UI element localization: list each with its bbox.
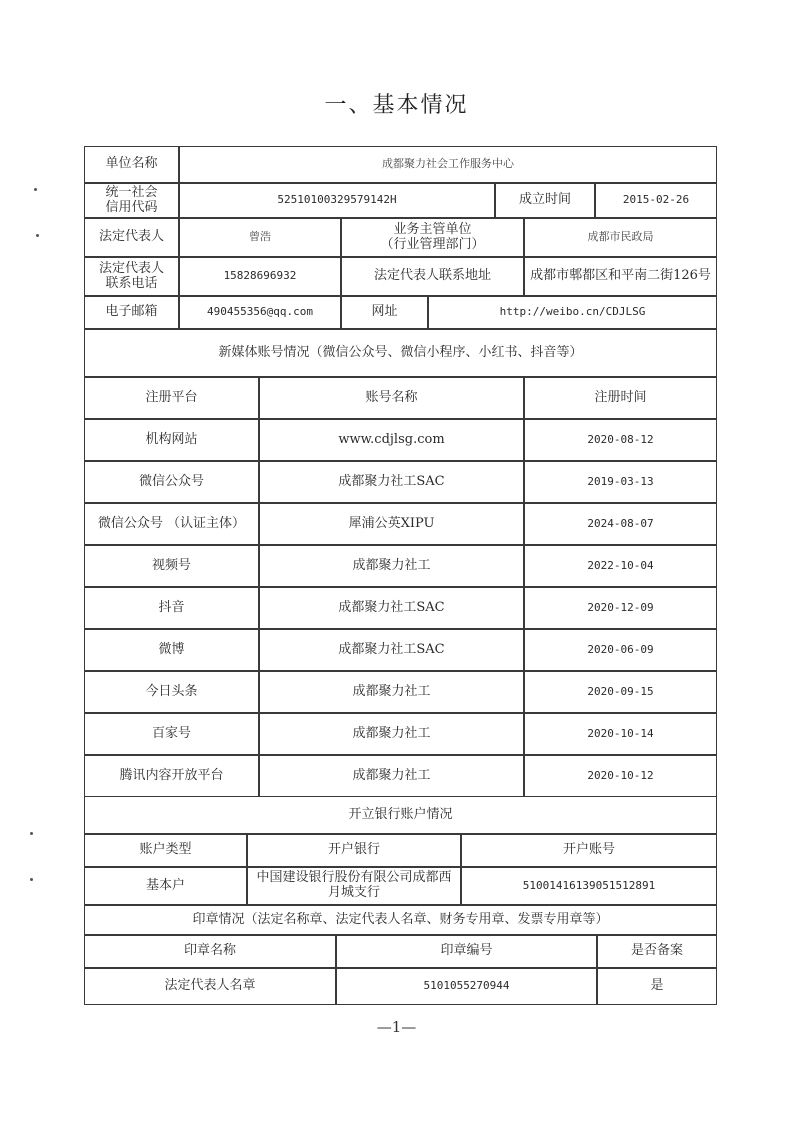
supervisor-label: 业务主管单位 （行业管理部门） (341, 218, 524, 257)
new-media-header-account: 账号名称 (259, 377, 524, 419)
new-media-platform: 抖音 (84, 587, 259, 629)
bank-name: 中国建设银行股份有限公司成都西月城支行 (247, 867, 461, 905)
new-media-account: www.cdjlsg.com (259, 419, 524, 461)
scan-speck (36, 234, 39, 237)
seal-name: 法定代表人名章 (84, 968, 336, 1005)
new-media-date: 2020-12-09 (524, 587, 717, 629)
phone-value: 15828696932 (179, 257, 341, 296)
seal-filed: 是 (597, 968, 717, 1005)
new-media-platform: 今日头条 (84, 671, 259, 713)
new-media-date: 2020-06-09 (524, 629, 717, 671)
bank-account-number: 51001416139051512891 (461, 867, 717, 905)
new-media-header-date: 注册时间 (524, 377, 717, 419)
scan-speck (30, 878, 33, 881)
new-media-date: 2020-09-15 (524, 671, 717, 713)
new-media-platform: 微信公众号 （认证主体） (84, 503, 259, 545)
new-media-platform: 微信公众号 (84, 461, 259, 503)
founded-label: 成立时间 (495, 183, 595, 218)
website-label: 网址 (341, 296, 428, 329)
org-name-label: 单位名称 (84, 146, 179, 183)
credit-code-label: 统一社会 信用代码 (84, 183, 179, 218)
phone-label: 法定代表人 联系电话 (84, 257, 179, 296)
new-media-platform: 视频号 (84, 545, 259, 587)
new-media-account: 成都聚力社工SAC (259, 629, 524, 671)
new-media-platform: 微博 (84, 629, 259, 671)
page-number: —1— (376, 1018, 417, 1036)
seals-section-title: 印章情况（法定名称章、法定代表人名章、财务专用章、发票专用章等） (84, 905, 717, 935)
new-media-date: 2024-08-07 (524, 503, 717, 545)
new-media-date: 2020-10-14 (524, 713, 717, 755)
legal-rep-value: 曾浩 (179, 218, 341, 257)
seal-number: 5101055270944 (336, 968, 597, 1005)
new-media-platform: 机构网站 (84, 419, 259, 461)
new-media-account: 成都聚力社工SAC (259, 461, 524, 503)
new-media-account: 成都聚力社工 (259, 545, 524, 587)
email-label: 电子邮箱 (84, 296, 179, 329)
seals-header-number: 印章编号 (336, 935, 597, 968)
page-title: 一、基本情况 (324, 93, 469, 118)
new-media-date: 2022-10-04 (524, 545, 717, 587)
address-value: 成都市郫都区和平南二街126号 (524, 257, 717, 296)
scan-speck (30, 832, 33, 835)
bank-header-account: 开户账号 (461, 834, 717, 867)
email-value: 490455356@qq.com (179, 296, 341, 329)
new-media-platform: 腾讯内容开放平台 (84, 755, 259, 797)
new-media-date: 2020-08-12 (524, 419, 717, 461)
new-media-account: 成都聚力社工 (259, 671, 524, 713)
address-label: 法定代表人联系地址 (341, 257, 524, 296)
scan-speck (34, 188, 37, 191)
bank-header-type: 账户类型 (84, 834, 247, 867)
new-media-account: 成都聚力社工 (259, 713, 524, 755)
supervisor-value: 成都市民政局 (524, 218, 717, 257)
credit-code-value: 52510100329579142H (179, 183, 495, 218)
founded-value: 2015-02-26 (595, 183, 717, 218)
website-value: http://weibo.cn/CDJLSG (428, 296, 717, 329)
legal-rep-label: 法定代表人 (84, 218, 179, 257)
new-media-date: 2020-10-12 (524, 755, 717, 797)
new-media-header-platform: 注册平台 (84, 377, 259, 419)
bank-account-type: 基本户 (84, 867, 247, 905)
seals-header-name: 印章名称 (84, 935, 336, 968)
new-media-date: 2019-03-13 (524, 461, 717, 503)
seals-header-filed: 是否备案 (597, 935, 717, 968)
new-media-account: 成都聚力社工SAC (259, 587, 524, 629)
bank-section-title: 开立银行账户情况 (84, 796, 717, 834)
new-media-section-title: 新媒体账号情况（微信公众号、微信小程序、小红书、抖音等） (84, 329, 717, 377)
new-media-account: 犀浦公英XIPU (259, 503, 524, 545)
bank-header-bank: 开户银行 (247, 834, 461, 867)
org-name-value: 成都聚力社会工作服务中心 (179, 146, 717, 183)
new-media-platform: 百家号 (84, 713, 259, 755)
new-media-account: 成都聚力社工 (259, 755, 524, 797)
